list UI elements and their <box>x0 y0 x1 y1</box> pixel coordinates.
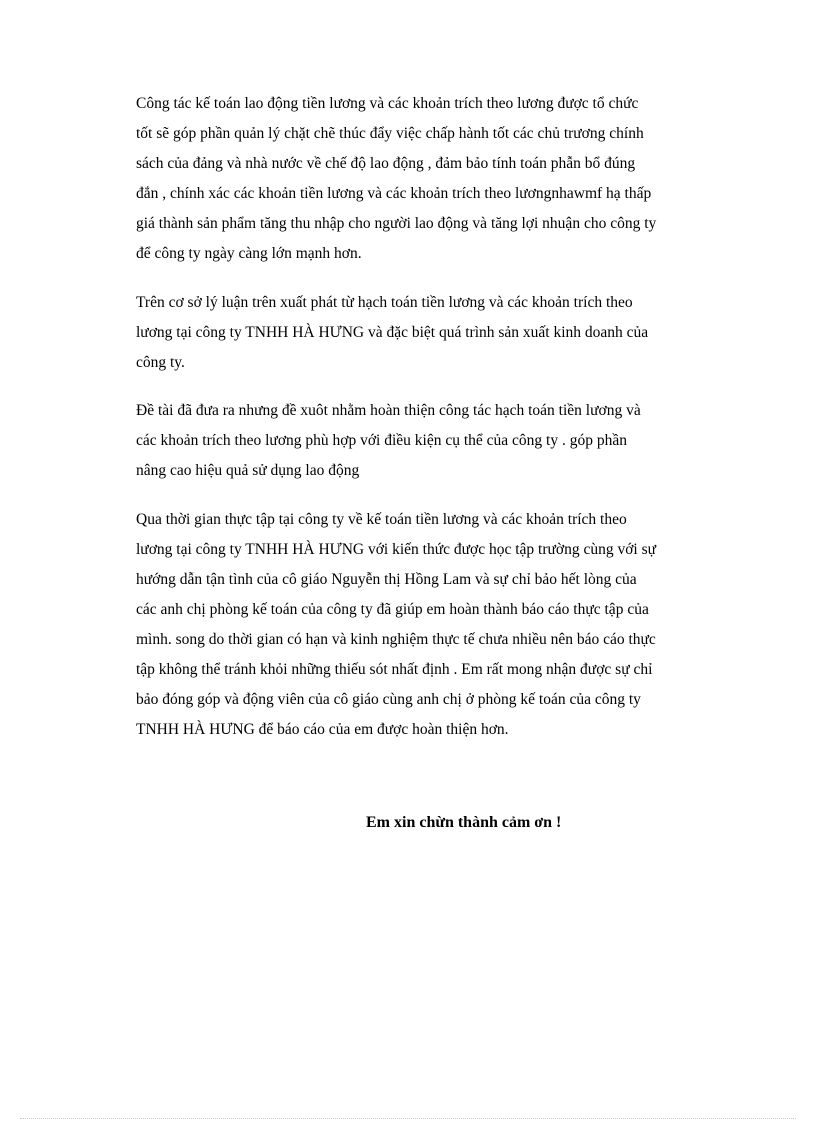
text-line: mình. song do thời gian có hạn và kinh nghiệm thực tế chưa nhiều nên báo cáo thực <box>136 631 656 648</box>
text-line: các khoản trích theo lương phù hợp với điều kiện cụ thể của công ty . góp phần <box>136 432 627 449</box>
text-line: lương tại công ty TNHH HÀ HƯNG và đặc biệt quá trình sản xuất kinh doanh của <box>136 324 649 341</box>
paragraph-proposals <box>136 396 736 486</box>
text-line: Công tác kế toán lao động tiền lương và các khoản trích theo lương được tổ chức <box>136 95 639 112</box>
text-line: đắn , chính xác các khoản tiền lương và các khoản trích theo lươngnhawmf hạ thấp <box>136 185 652 202</box>
text-line: Đề tài đã đưa ra nhưng đề xuôt nhằm hoàn thiện công tác hạch toán tiền lương và <box>136 402 641 419</box>
text-line: Qua thời gian thực tập tại công ty về kế toán tiền lương và các khoản trích theo <box>136 511 627 528</box>
paragraph-basis <box>136 288 736 378</box>
text-line: tốt sẽ góp phần quản lý chặt chẽ thúc đẩy việc chấp hành tốt các chủ trương chính <box>136 125 644 142</box>
text-line: giá thành sản phẩm tăng thu nhập cho người lao động và tăng lợi nhuận cho công ty <box>136 215 657 232</box>
text-line: lương tại công ty TNHH HÀ HƯNG với kiến thức được học tập trường cùng với sự <box>136 541 657 558</box>
text-line: sách của đảng và nhà nước về chế độ lao động , đảm bảo tính toán phẫn bổ đúng <box>136 155 636 172</box>
text-line: để công ty ngày càng lớn mạnh hơn. <box>136 245 362 262</box>
text-line: tập không thể tránh khỏi những thiếu sót nhất định . Em rất mong nhận được sự chỉ <box>136 661 653 678</box>
text-line: hướng dẫn tận tình của cô giáo Nguyễn thị Hồng Lam và sự chỉ bảo hết lòng của <box>136 571 637 588</box>
text-line: bảo đóng góp và động viên của cô giáo cùng anh chị ở phòng kế toán của công ty <box>136 691 641 708</box>
paragraph-acknowledgement <box>136 505 736 745</box>
paragraph-summary <box>136 89 736 269</box>
text-line: TNHH HÀ HƯNG để báo cáo của em được hoàn thiện hơn. <box>136 721 509 738</box>
closing-thanks: Em xin chừn thành cảm ơn ! <box>366 814 562 831</box>
page-bottom-border <box>20 1118 796 1119</box>
text-line: các anh chị phòng kế toán của công ty đã giúp em hoàn thành báo cáo thực tập của <box>136 601 649 618</box>
text-line: nâng cao hiệu quả sử dụng lao động <box>136 462 360 479</box>
text-line: Trên cơ sở lý luận trên xuất phát từ hạch toán tiền lương và các khoản trích theo <box>136 294 633 311</box>
text-line: công ty. <box>136 354 185 371</box>
